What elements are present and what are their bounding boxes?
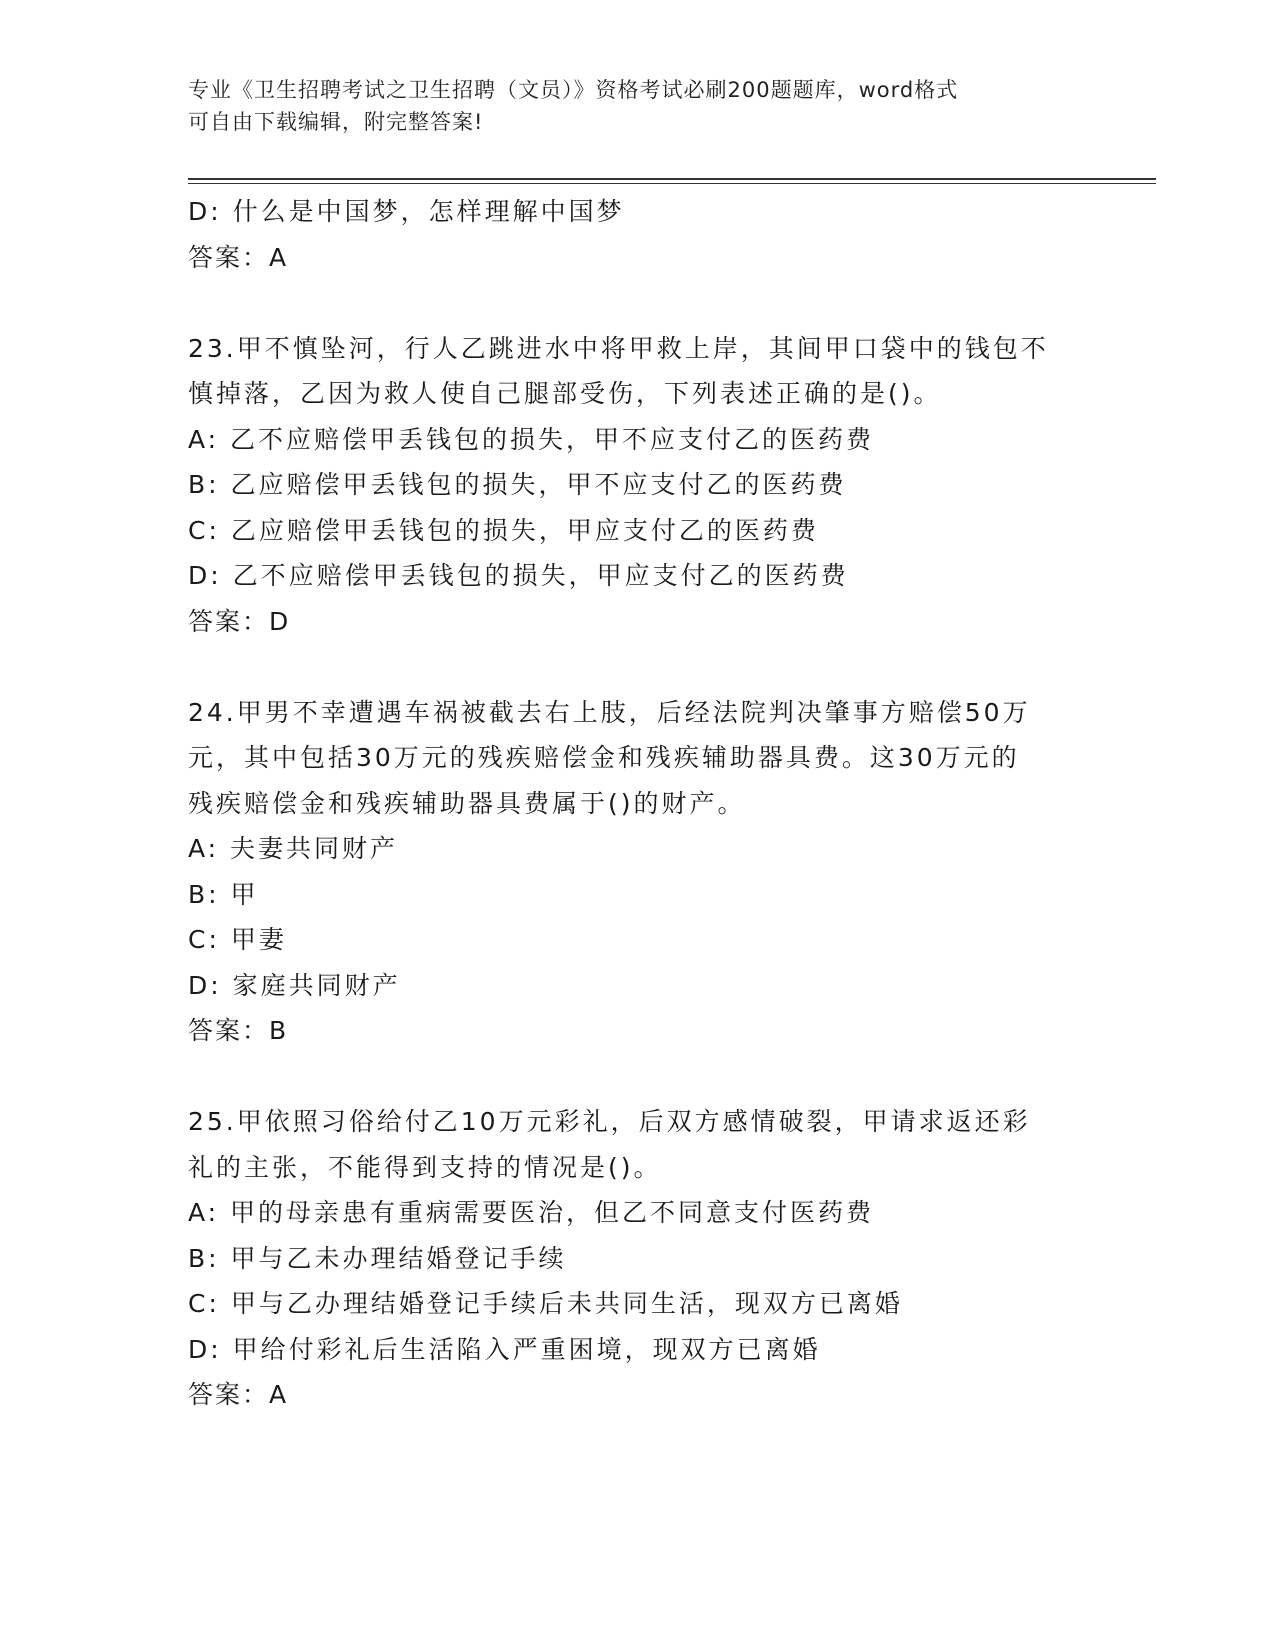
option-a: A: 乙不应赔偿甲丢钱包的损失，甲不应支付乙的医药费 — [188, 424, 875, 454]
option-d: D: 甲给付彩礼后生活陷入严重困境，现双方已离婚 — [188, 1334, 821, 1364]
spacer — [188, 1054, 1088, 1100]
header-line-1: 专业《卫生招聘考试之卫生招聘（文员）》资格考试必刷200题题库，word格式 — [188, 78, 959, 102]
question-stem-line: 元，其中包括30万元的残疾赔偿金和残疾辅助器具费。这30万元的 — [188, 743, 1020, 772]
page-header — [188, 74, 1088, 138]
option-d: D: 乙不应赔偿甲丢钱包的损失，甲应支付乙的医药费 — [188, 561, 849, 590]
question-25 — [188, 1099, 1088, 1418]
option-b: B: 乙应赔偿甲丢钱包的损失，甲不应支付乙的医药费 — [188, 470, 847, 499]
question-24 — [188, 690, 1088, 1054]
answer: 答案：B — [188, 1016, 289, 1045]
header-line-2: 可自由下载编辑，附完整答案! — [188, 110, 484, 134]
spacer — [188, 644, 1088, 690]
question-22-tail — [188, 189, 1088, 280]
option-d: D: 家庭共同财产 — [188, 970, 401, 1000]
answer: 答案：D — [188, 606, 291, 636]
option-b: B: 甲 — [188, 879, 259, 909]
option-d: D: 什么是中国梦，怎样理解中国梦 — [188, 197, 625, 226]
content-area — [188, 189, 1088, 1418]
question-stem-line: 慎掉落，乙因为救人使自己腿部受伤，下列表述正确的是()。 — [188, 379, 942, 408]
header-rule-thick — [188, 178, 1156, 180]
option-c: C: 甲妻 — [188, 925, 287, 954]
option-a: A: 甲的母亲患有重病需要医治，但乙不同意支付医药费 — [188, 1198, 875, 1227]
question-stem-line: 25.甲依照习俗给付乙10万元彩礼，后双方感情破裂，甲请求返还彩 — [188, 1107, 1031, 1136]
question-stem-line: 23.甲不慎坠河，行人乙跳进水中将甲救上岸，其间甲口袋中的钱包不 — [188, 333, 1049, 363]
question-stem-line: 礼的主张，不能得到支持的情况是()。 — [188, 1152, 662, 1182]
question-stem-line: 24.甲男不幸遭遇车祸被截去右上肢，后经法院判决肇事方赔偿50万 — [188, 697, 1031, 727]
question-stem-line: 残疾赔偿金和残疾辅助器具费属于()的财产。 — [188, 788, 746, 818]
answer: 答案：A — [188, 1380, 289, 1409]
header-rule-thin — [188, 183, 1156, 184]
option-c: C: 乙应赔偿甲丢钱包的损失，甲应支付乙的医药费 — [188, 515, 819, 545]
option-a: A: 夫妻共同财产 — [188, 834, 399, 863]
answer: 答案：A — [188, 242, 289, 272]
option-b: B: 甲与乙未办理结婚登记手续 — [188, 1243, 567, 1273]
spacer — [188, 280, 1088, 326]
question-23 — [188, 326, 1088, 645]
option-c: C: 甲与乙办理结婚登记手续后未共同生活，现双方已离婚 — [188, 1289, 903, 1318]
